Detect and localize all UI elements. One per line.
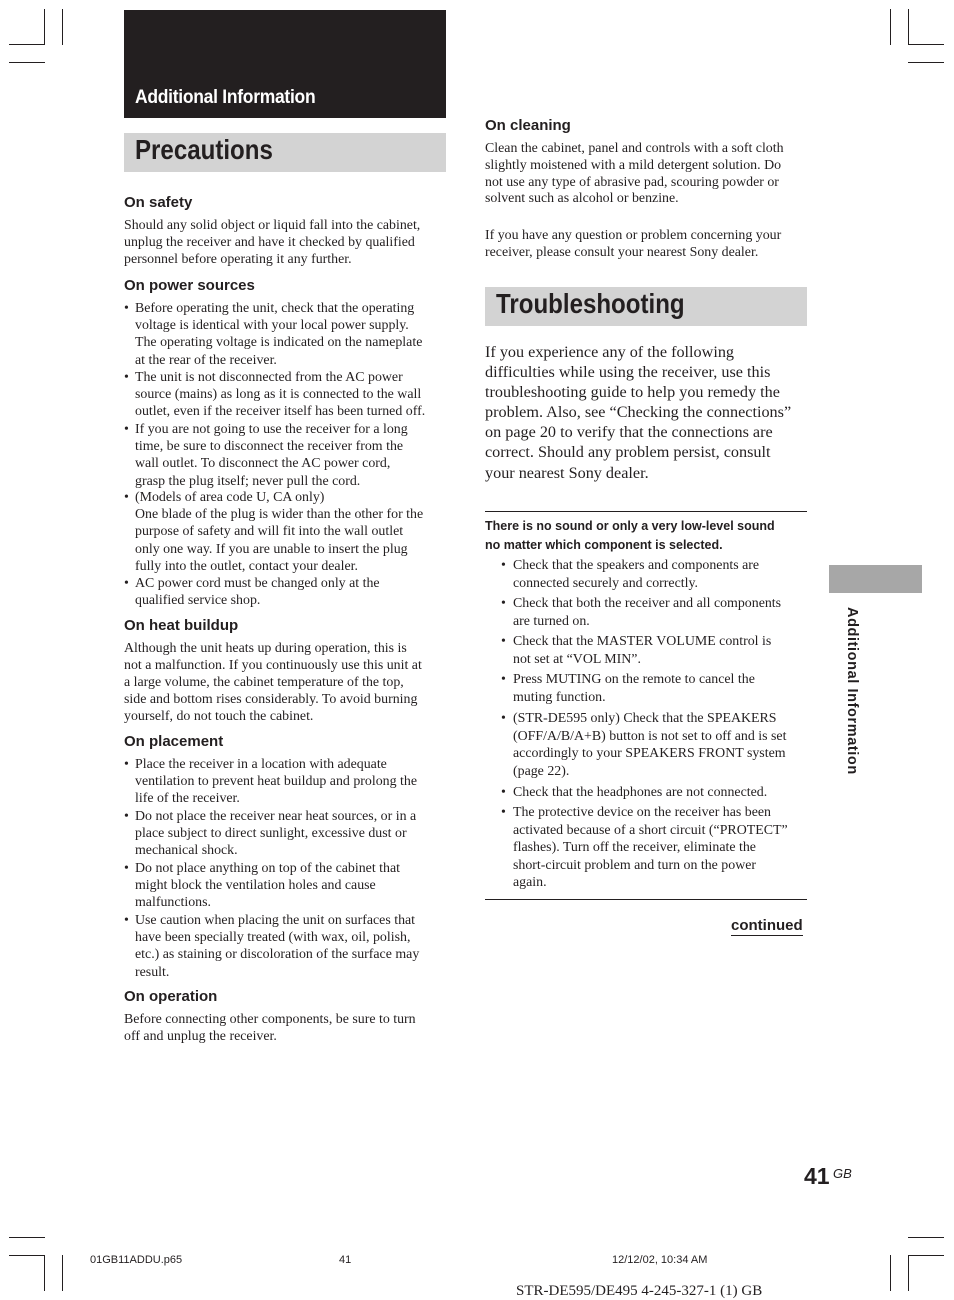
heat-line: not a malfunction. If you continuously use this unit at	[124, 658, 422, 673]
trouble-item: • Check that both the receiver and all components are turned on.	[501, 595, 781, 630]
side-tab-marker	[829, 565, 922, 593]
section-banner	[124, 10, 446, 118]
footer-model: STR-DE595/DE495 4-245-327-1 (1) GB	[516, 1283, 763, 1299]
intro-line: on page 20 to verify that the connections are	[485, 423, 773, 441]
contact-line: If you have any question or problem concerning your	[485, 228, 782, 243]
page-suffix: GB	[833, 1166, 852, 1181]
cleaning-heading: On cleaning	[485, 117, 571, 134]
intro-line: difficulties while using the receiver, use this	[485, 363, 771, 381]
troubleshooting-title: Troubleshooting	[496, 288, 685, 319]
safety-line: personnel before operating it any further.	[124, 252, 352, 267]
placement-item: • Do not place the receiver near heat sources, or in a place subject to direct sunlight, excessive dust or mechanical shock.	[124, 808, 416, 860]
cleaning-line: solvent such as alcohol or benzine.	[485, 191, 679, 206]
footer-file: 01GB11ADDU.p65	[90, 1254, 183, 1266]
safety-heading: On safety	[124, 194, 193, 211]
continued-label: continued	[731, 917, 803, 934]
power-item: • AC power cord must be changed only at the qualified service shop.	[124, 575, 380, 609]
power-heading: On power sources	[124, 277, 255, 294]
troubleshooting-title-bar	[485, 287, 807, 326]
power-item: • Before operating the unit, check that the operating voltage is identical with your local power supply. The operating voltage is indicated on the nameplate at the rear of the receiver.	[124, 300, 422, 369]
placement-item: • Use caution when placing the unit on surfaces that have been specially treated (with wax, oil, polish, etc.) as staining or discoloration of the surface may result.	[124, 912, 419, 981]
heat-heading: On heat buildup	[124, 617, 239, 634]
problem-bottom-rule	[485, 899, 807, 900]
trouble-item: • The protective device on the receiver has been activated because of a short circuit (“PROTECT” flashes). Turn off the receiver, eliminate the short-circuit problem and turn on the power again.	[501, 804, 788, 892]
placement-item: • Do not place anything on top of the cabinet that might block the ventilation holes and cause malfunctions.	[124, 860, 400, 912]
page-number: 41	[804, 1163, 830, 1189]
placement-item: • Place the receiver in a location with adequate ventilation to prevent heat buildup and prolong the life of the receiver.	[124, 756, 417, 808]
precautions-title-bar	[124, 133, 446, 172]
heat-line: yourself, do not touch the cabinet.	[124, 709, 314, 724]
operation-line: off and unplug the receiver.	[124, 1029, 277, 1044]
problem-top-rule	[485, 511, 807, 512]
contact-line: receiver, please consult your nearest Sony dealer.	[485, 245, 759, 260]
operation-line: Before connecting other components, be sure to turn	[124, 1012, 416, 1027]
intro-line: your nearest Sony dealer.	[485, 464, 649, 482]
safety-line: unplug the receiver and have it checked by qualified	[124, 235, 415, 250]
cleaning-line: Clean the cabinet, panel and controls with a soft cloth	[485, 141, 784, 156]
placement-heading: On placement	[124, 733, 224, 750]
trouble-item: • Check that the headphones are not connected.	[501, 784, 767, 802]
trouble-item: • Press MUTING on the remote to cancel the muting function.	[501, 671, 755, 706]
power-item: • The unit is not disconnected from the AC power source (mains) as long as it is connected to the wall outlet, even if the receiver itself has been turned off.	[124, 369, 425, 421]
cleaning-line: not use any type of abrasive pad, scouring powder or	[485, 175, 779, 190]
trouble-item: • Check that the MASTER VOLUME control is not set at “VOL MIN”.	[501, 633, 771, 668]
power-item: • (Models of area code U, CA only) One blade of the plug is wider than the other for the purpose of safety and will fit into the wall outlet only one way. If you are unable to insert the plug fully into the outlet, contact your dealer.	[124, 489, 423, 575]
side-tab-label: Additional Information	[844, 607, 860, 775]
intro-line: troubleshooting guide to help you remedy the	[485, 383, 780, 401]
precautions-title: Precautions	[135, 134, 273, 165]
cleaning-line: slightly moistened with a mild detergent solution. Do	[485, 158, 782, 173]
problem-heading: There is no sound or only a very low-level sound no matter which component is selected.	[485, 519, 775, 552]
intro-line: correct. Should any problem persist, consult	[485, 443, 771, 461]
heat-line: a large volume, the cabinet temperature of the top,	[124, 675, 404, 690]
heat-line: Although the unit heats up during operation, this is	[124, 641, 407, 656]
footer-page: 41	[339, 1254, 352, 1266]
trouble-item: • Check that the speakers and components are connected securely and correctly.	[501, 557, 759, 592]
intro-line: If you experience any of the following	[485, 343, 735, 361]
section-label: Additional Information	[135, 87, 316, 108]
safety-line: Should any solid object or liquid fall into the cabinet,	[124, 218, 421, 233]
heat-line: side and bottom rises considerably. To avoid burning	[124, 692, 418, 707]
intro-line: problem. Also, see “Checking the connections”	[485, 403, 792, 421]
operation-heading: On operation	[124, 988, 218, 1005]
power-item: • If you are not going to use the receiver for a long time, be sure to disconnect the receiver from the wall outlet. To disconnect the AC power cord, grasp the plug itself; never pull the cord.	[124, 421, 408, 490]
trouble-item: • (STR-DE595 only) Check that the SPEAKERS (OFF/A/B/A+B) button is not set to off and is set accordingly to your SPEAKERS FRONT system (page 22).	[501, 710, 786, 780]
footer-datetime: 12/12/02, 10:34 AM	[612, 1254, 708, 1266]
